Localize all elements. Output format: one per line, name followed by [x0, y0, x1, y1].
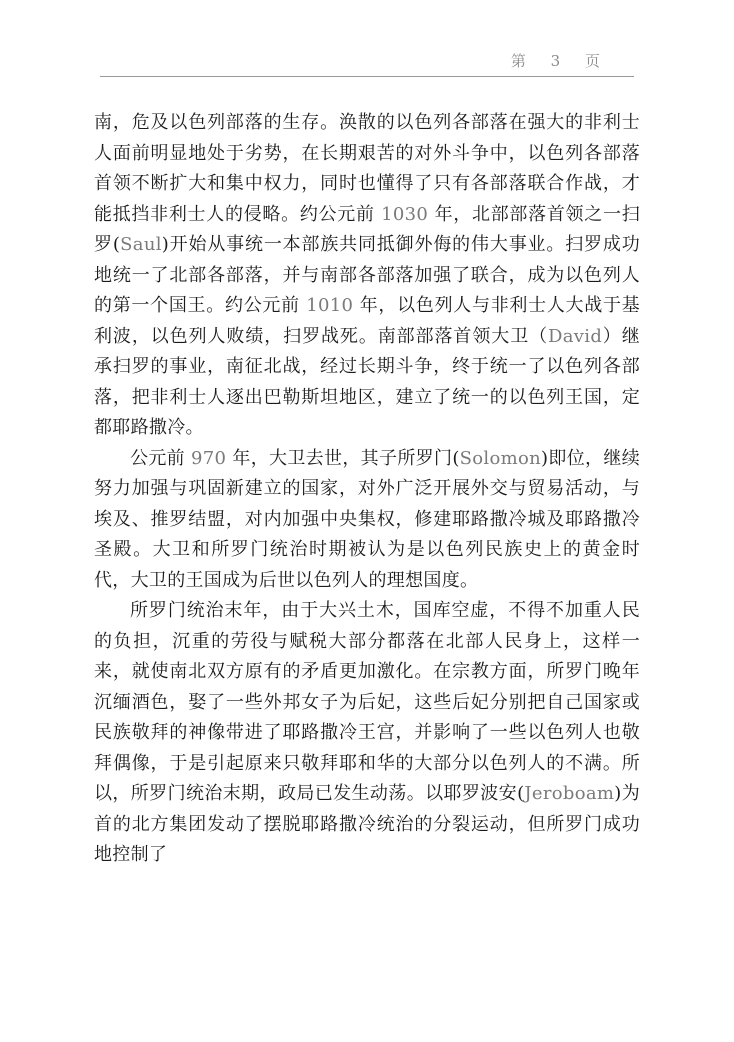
year-1030: 1030	[381, 203, 429, 225]
text-run: )即位，继续努力加强与巩固新建立的国家，对外广泛开展外交与贸易活动，与埃及、推罗结盟，对内加强中央集权，修建耶路撒冷城及耶路撒冷圣殿。大卫和所罗门统治时期被认为是以色列民族史上的黄金时代，大卫的王国成为后世以色列人的理想国度。	[94, 447, 641, 591]
year-1010: 1010	[306, 295, 354, 316]
paragraph-3	[94, 596, 640, 871]
paragraph-1	[94, 108, 640, 444]
paragraph-2	[94, 444, 640, 597]
name-solomon: Solomon	[459, 447, 542, 469]
text-run: )开始从事统一本部族共同抵御外侮的伟大事业。扫罗成功地统一了北部各部落，并与南部各部落加强了联合，成为以色列人的第一个国王。约公元前	[94, 234, 641, 316]
page-number: 第 3 页	[510, 52, 610, 70]
name-david: David	[548, 325, 603, 347]
document-body	[94, 108, 640, 871]
text-run: 所罗门统治末年，由于大兴土木，国库空虚，不得不加重人民的负担，沉重的劳役与赋税大部分都落在北部人民身上，这样一来，就使南北双方原有的矛盾更加激化。在宗教方面，所罗门晚年沉缅酒色，娶了一些外邦女子为后妃，这些后妃分别把自己国家或民族敬拜的神像带进了耶路撒冷王宫，并影响了一些以色列人也敬拜偶像，于是引起原来只敬拜耶和华的大部分以色列人的不满。所以，所罗门统治末期，政局已发生动荡。以耶罗波安(	[94, 600, 640, 804]
text-run: 南，危及以色列部落的生存。涣散的以色列各部落在强大的非利士人面前明显地处于劣势，在长期艰苦的对外斗争中，以色列各部落首领不断扩大和集中权力，同时也懂得了只有各部落联合作战，才能抵挡非利士人的侵略。约公元前	[94, 112, 640, 225]
text-run: 年，以色列人与非利士人大战于基利波，以色列人败绩，扫罗战死。南部部落首领大卫（	[94, 295, 640, 347]
year-970: 970	[191, 447, 227, 469]
name-saul: Saul	[120, 234, 162, 255]
text-run: 公元前	[130, 447, 192, 469]
name-jeroboam: Jeroboam	[524, 783, 615, 804]
text-run: 年，大卫去世，其子所罗门(	[226, 447, 460, 469]
text-run: )为首的北方集团发动了摆脱耶路撒冷统治的分裂运动，但所罗门成功地控制了	[94, 783, 640, 865]
text-run: ）继承扫罗的事业，南征北战，经过长期斗争，终于统一了以色列各部落，把非利士人逐出巴勒斯坦地区，建立了统一的以色列王国，定都耶路撒冷。	[94, 325, 640, 438]
text-run: 年，北部部落首领之一扫罗(	[94, 203, 640, 255]
page-header	[100, 48, 634, 77]
